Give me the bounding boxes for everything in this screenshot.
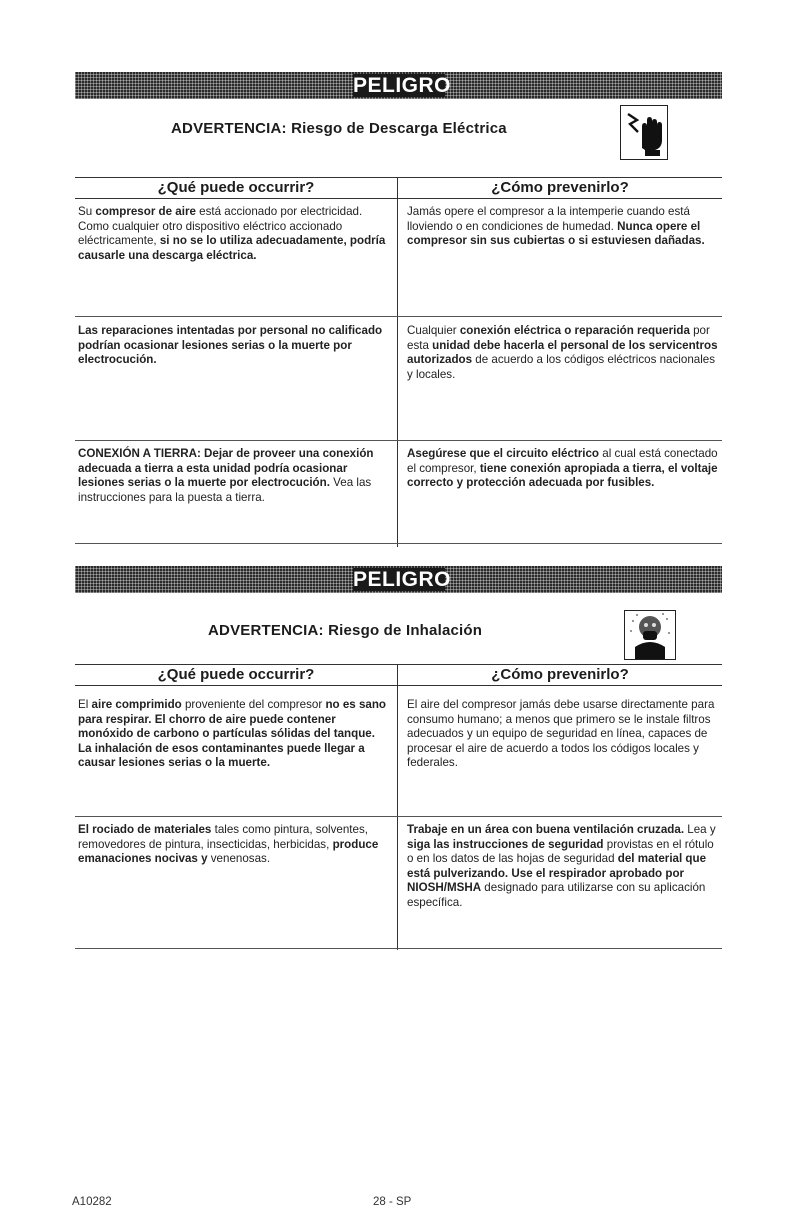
column-divider <box>397 177 398 547</box>
hazard-cell <box>78 447 390 505</box>
inhalation-section <box>75 566 722 951</box>
page-number: 28 - SP <box>373 1196 412 1208</box>
text-segment: Su <box>78 205 96 218</box>
text-segment: Nunca opere el compresor sin sus cubiertas o si estuviesen dañadas. <box>407 219 705 248</box>
text-segment: produce emanaciones nocivas y <box>78 837 379 866</box>
prevention-cell <box>407 324 719 382</box>
text-segment: Asegúrese que el circuito eléctrico <box>407 447 600 460</box>
text-segment: aire comprimido <box>91 698 182 711</box>
danger-banner <box>75 72 722 99</box>
document-code: A10282 <box>72 1196 112 1208</box>
warning-title: ADVERTENCIA: Riesgo de Inhalación <box>208 622 483 639</box>
text-segment: unidad debe hacerla el personal de los servicentros autorizados <box>407 338 718 367</box>
text-segment: no es sano para respirar. El chorro de aire puede contener monóxido de carbono o partículas sólidas del tanque. La inhalación de esos contaminantes puede llegar a causar lesiones serias o la muerte. <box>78 698 387 770</box>
text-segment: al cual está conectado el compresor, <box>407 447 718 475</box>
hazard-table <box>75 664 722 950</box>
danger-banner <box>75 566 722 593</box>
electric-shock-section <box>75 72 722 547</box>
row-divider <box>75 816 722 817</box>
text-segment: compresor de aire <box>95 205 196 218</box>
text-segment: siga las instrucciones de seguridad <box>407 837 604 851</box>
table-header <box>75 177 722 199</box>
text-segment: por esta <box>407 324 710 352</box>
respirator-mask-icon <box>624 610 676 660</box>
prevention-cell <box>407 823 719 911</box>
header-what-can-happen: ¿Qué puede occurrir? <box>157 666 315 683</box>
text-segment: del material que está pulverizando. Use el respirador aprobado por NIOSH/MSHA <box>407 852 707 895</box>
warning-title: ADVERTENCIA: Riesgo de Descarga Eléctrica <box>171 120 507 137</box>
hazard-table <box>75 177 722 547</box>
hazard-cell <box>78 205 390 263</box>
hazard-cell <box>78 698 390 771</box>
text-segment: tales como pintura, solventes, removedores de pintura, insecticidas, herbicidas, <box>78 823 368 851</box>
row-divider <box>75 948 722 949</box>
prevention-cell <box>407 447 719 491</box>
text-segment: designado para utilizarse con su aplicación específica. <box>407 881 706 909</box>
row-divider <box>75 543 722 544</box>
text-segment: CONEXIÓN A TIERRA: Dejar de proveer una conexión adecuada a tierra a esta unidad podría ocasionar lesiones serias o la muerte por electrocución. <box>78 447 374 490</box>
text-segment: El aire del compresor jamás debe usarse directamente para consumo humano; a menos que primero se le instale filtros adecuados y un equipo de seguridad en línea, capaces de procesar el aire de acuerdo a todos los códigos locales y federales. <box>407 698 715 770</box>
hazard-cell <box>78 823 390 867</box>
text-segment: venenosas. <box>207 852 271 866</box>
header-how-to-prevent: ¿Cómo prevenirlo? <box>491 179 629 196</box>
row-divider <box>75 316 722 317</box>
text-segment: provistas en el rótulo o en los datos de las hojas de seguridad <box>407 837 714 866</box>
row-divider <box>75 440 722 441</box>
header-how-to-prevent: ¿Cómo prevenirlo? <box>491 666 629 683</box>
header-what-can-happen: ¿Qué puede occurrir? <box>157 179 315 196</box>
text-segment: si no se lo utiliza adecuadamente, podría causarle una descarga eléctrica. <box>78 234 386 262</box>
table-header <box>75 664 722 686</box>
text-segment: de acuerdo a los códigos eléctricos nacionales y locales. <box>407 353 716 381</box>
text-segment: Trabaje en un área con buena ventilación cruzada. <box>407 823 685 836</box>
danger-signal-word: PELIGRO <box>353 568 452 591</box>
text-segment: Las reparaciones intentadas por personal no calificado podrían ocasionar lesiones serias o la muerte por electrocución. <box>78 324 383 367</box>
text-segment: está accionado por electricidad. Como cualquier otro dispositivo eléctrico accionado eléctricamente, <box>78 205 363 248</box>
hazard-cell <box>78 324 390 368</box>
danger-signal-word: PELIGRO <box>353 74 452 97</box>
text-segment: El rociado de materiales <box>78 823 212 836</box>
text-segment: proveniente del compresor <box>181 698 326 711</box>
electric-shock-hand-icon <box>620 105 668 160</box>
text-segment: tiene conexión apropiada a tierra, el voltaje correcto y protección adecuada por fusibles. <box>407 461 718 490</box>
text-segment: Jamás opere el compresor a la intemperie cuando está lloviendo o en condiciones de humedad. <box>407 205 690 233</box>
text-segment: Lea y <box>684 823 716 836</box>
text-segment: Vea las instrucciones para la puesta a tierra. <box>78 476 372 504</box>
prevention-cell <box>407 205 719 249</box>
prevention-cell <box>407 698 719 771</box>
text-segment: Cualquier <box>407 324 460 337</box>
text-segment: conexión eléctrica o reparación requerida <box>459 324 690 337</box>
text-segment: El <box>78 698 92 711</box>
column-divider <box>397 664 398 950</box>
